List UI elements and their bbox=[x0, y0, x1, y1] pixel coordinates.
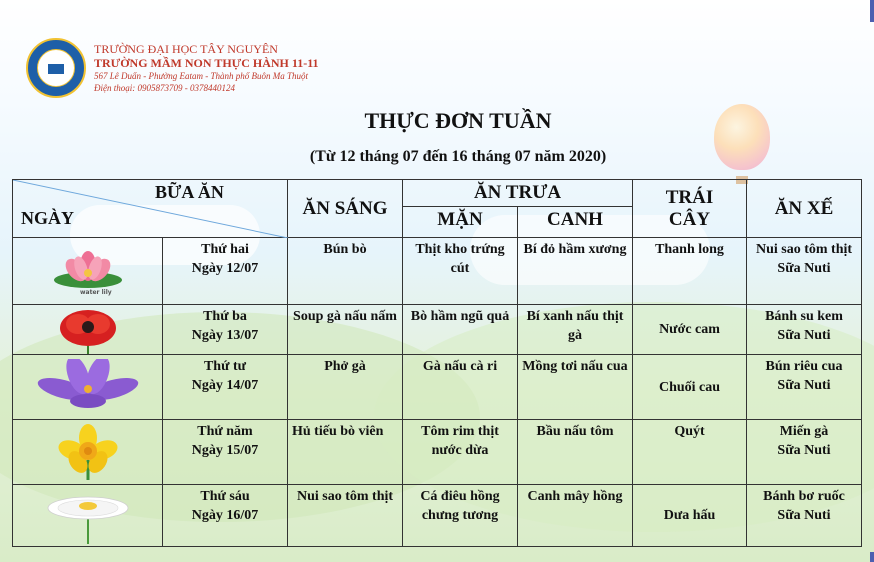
breakfast-cell: Bún bò bbox=[288, 238, 403, 305]
book-icon bbox=[48, 64, 64, 74]
table-row bbox=[13, 305, 862, 355]
school-phone: Điện thoại: 0905873709 - 0378440124 bbox=[94, 83, 235, 93]
daisy-icon bbox=[40, 488, 136, 544]
snack-drink: Sữa Nuti bbox=[777, 328, 831, 343]
day-cell bbox=[163, 485, 288, 547]
school-logo bbox=[26, 38, 86, 98]
header-snack: ĂN XẾ bbox=[747, 180, 862, 238]
header-lunch: ĂN TRƯA bbox=[403, 180, 633, 207]
savory-cell: Bò hầm ngũ quả bbox=[403, 305, 518, 355]
savory-cell: Tôm rim thịt nước dừa bbox=[403, 420, 518, 485]
fruit-cell: Thanh long bbox=[633, 238, 747, 305]
date: Ngày 14/07 bbox=[191, 378, 259, 393]
header-meal-day-cell bbox=[13, 180, 288, 238]
table-row bbox=[13, 420, 862, 485]
snack-cell bbox=[747, 305, 862, 355]
flower-cell bbox=[13, 355, 163, 420]
flower-cell bbox=[13, 485, 163, 547]
crocus-icon bbox=[33, 359, 143, 415]
school-address: 567 Lê Duẩn - Phường Eatam - Thành phố Buôn Ma Thuột bbox=[94, 71, 308, 81]
flower-cell bbox=[13, 238, 163, 305]
breakfast-cell: Phở gà bbox=[288, 355, 403, 420]
savory-cell: Thịt kho trứng cút bbox=[403, 238, 518, 305]
day-cell bbox=[163, 355, 288, 420]
breakfast-cell: Soup gà nấu nấm bbox=[288, 305, 403, 355]
breakfast-cell: Nui sao tôm thịt bbox=[288, 485, 403, 547]
page-title: THỰC ĐƠN TUẦN bbox=[364, 108, 552, 133]
snack-cell bbox=[747, 238, 862, 305]
water-lily-label: water lily bbox=[79, 289, 112, 296]
school-header bbox=[94, 42, 319, 94]
snack-cell bbox=[747, 355, 862, 420]
slide-edge-marker bbox=[870, 0, 874, 22]
weekday: Thứ hai bbox=[201, 242, 249, 257]
soup-cell: Bầu nấu tôm bbox=[518, 420, 633, 485]
weekday: Thứ ba bbox=[203, 309, 247, 324]
snack-drink: Sữa Nuti bbox=[777, 508, 831, 523]
weekday: Thứ sáu bbox=[200, 489, 250, 504]
header-breakfast: ĂN SÁNG bbox=[288, 180, 403, 238]
snack-drink: Sữa Nuti bbox=[777, 261, 831, 276]
day-cell bbox=[163, 305, 288, 355]
soup-cell: Bí xanh nấu thịt gà bbox=[518, 305, 633, 355]
savory-cell: Cá điêu hồng chưng tương bbox=[403, 485, 518, 547]
header-fruit-line1: TRÁI bbox=[665, 186, 714, 208]
header-day: NGÀY bbox=[21, 208, 74, 228]
snack-drink: Sữa Nuti bbox=[777, 443, 831, 458]
day-cell bbox=[163, 238, 288, 305]
day-cell bbox=[163, 420, 288, 485]
header-fruit bbox=[633, 180, 747, 238]
snack-item: Miến gà bbox=[779, 424, 829, 439]
slide-edge-marker bbox=[870, 552, 874, 562]
table-row bbox=[13, 238, 862, 305]
snack-item: Bánh bơ ruốc bbox=[763, 489, 845, 504]
fruit-cell: Nước cam bbox=[633, 305, 747, 355]
header-lunch-soup: CANH bbox=[518, 207, 633, 238]
snack-item: Bánh su kem bbox=[765, 309, 843, 324]
logo-emblem bbox=[37, 49, 75, 87]
fruit-cell: Dưa hấu bbox=[633, 485, 747, 547]
flower-cell bbox=[13, 305, 163, 355]
page-subtitle: (Từ 12 tháng 07 đến 16 tháng 07 năm 2020) bbox=[309, 148, 607, 165]
date: Ngày 15/07 bbox=[191, 443, 259, 458]
weekday: Thứ tư bbox=[203, 359, 247, 374]
breakfast-cell: Hủ tiếu bò viên bbox=[288, 420, 403, 485]
fruit-cell: Quýt bbox=[633, 420, 747, 485]
date: Ngày 16/07 bbox=[191, 508, 259, 523]
fruit-cell: Chuối cau bbox=[633, 355, 747, 420]
soup-cell: Canh mây hồng bbox=[518, 485, 633, 547]
flower-cell bbox=[13, 420, 163, 485]
snack-drink: Sữa Nuti bbox=[777, 378, 831, 393]
date: Ngày 13/07 bbox=[191, 328, 259, 343]
savory-cell: Gà nấu cà ri bbox=[403, 355, 518, 420]
header-meal: BỮA ĂN bbox=[155, 182, 224, 202]
water-lily-icon bbox=[48, 246, 128, 296]
snack-item: Bún riêu cua bbox=[765, 359, 843, 374]
poppy-icon bbox=[48, 306, 128, 354]
weekday: Thứ năm bbox=[197, 424, 253, 439]
daffodil-icon bbox=[40, 424, 136, 480]
date: Ngày 12/07 bbox=[191, 261, 259, 276]
header-fruit-line2: CÂY bbox=[668, 208, 711, 230]
table-row bbox=[13, 485, 862, 547]
school-name-kindergarten: TRƯỜNG MẦM NON THỰC HÀNH 11-11 bbox=[94, 56, 319, 70]
snack-cell bbox=[747, 485, 862, 547]
table-row bbox=[13, 355, 862, 420]
school-name-university: TRƯỜNG ĐẠI HỌC TÂY NGUYÊN bbox=[94, 42, 278, 56]
soup-cell: Bí đỏ hầm xương bbox=[518, 238, 633, 305]
header-lunch-savory: MẶN bbox=[403, 207, 518, 238]
snack-cell bbox=[747, 420, 862, 485]
soup-cell: Mồng tơi nấu cua bbox=[518, 355, 633, 420]
weekly-menu-table bbox=[12, 179, 862, 547]
snack-item: Nui sao tôm thịt bbox=[755, 242, 853, 257]
